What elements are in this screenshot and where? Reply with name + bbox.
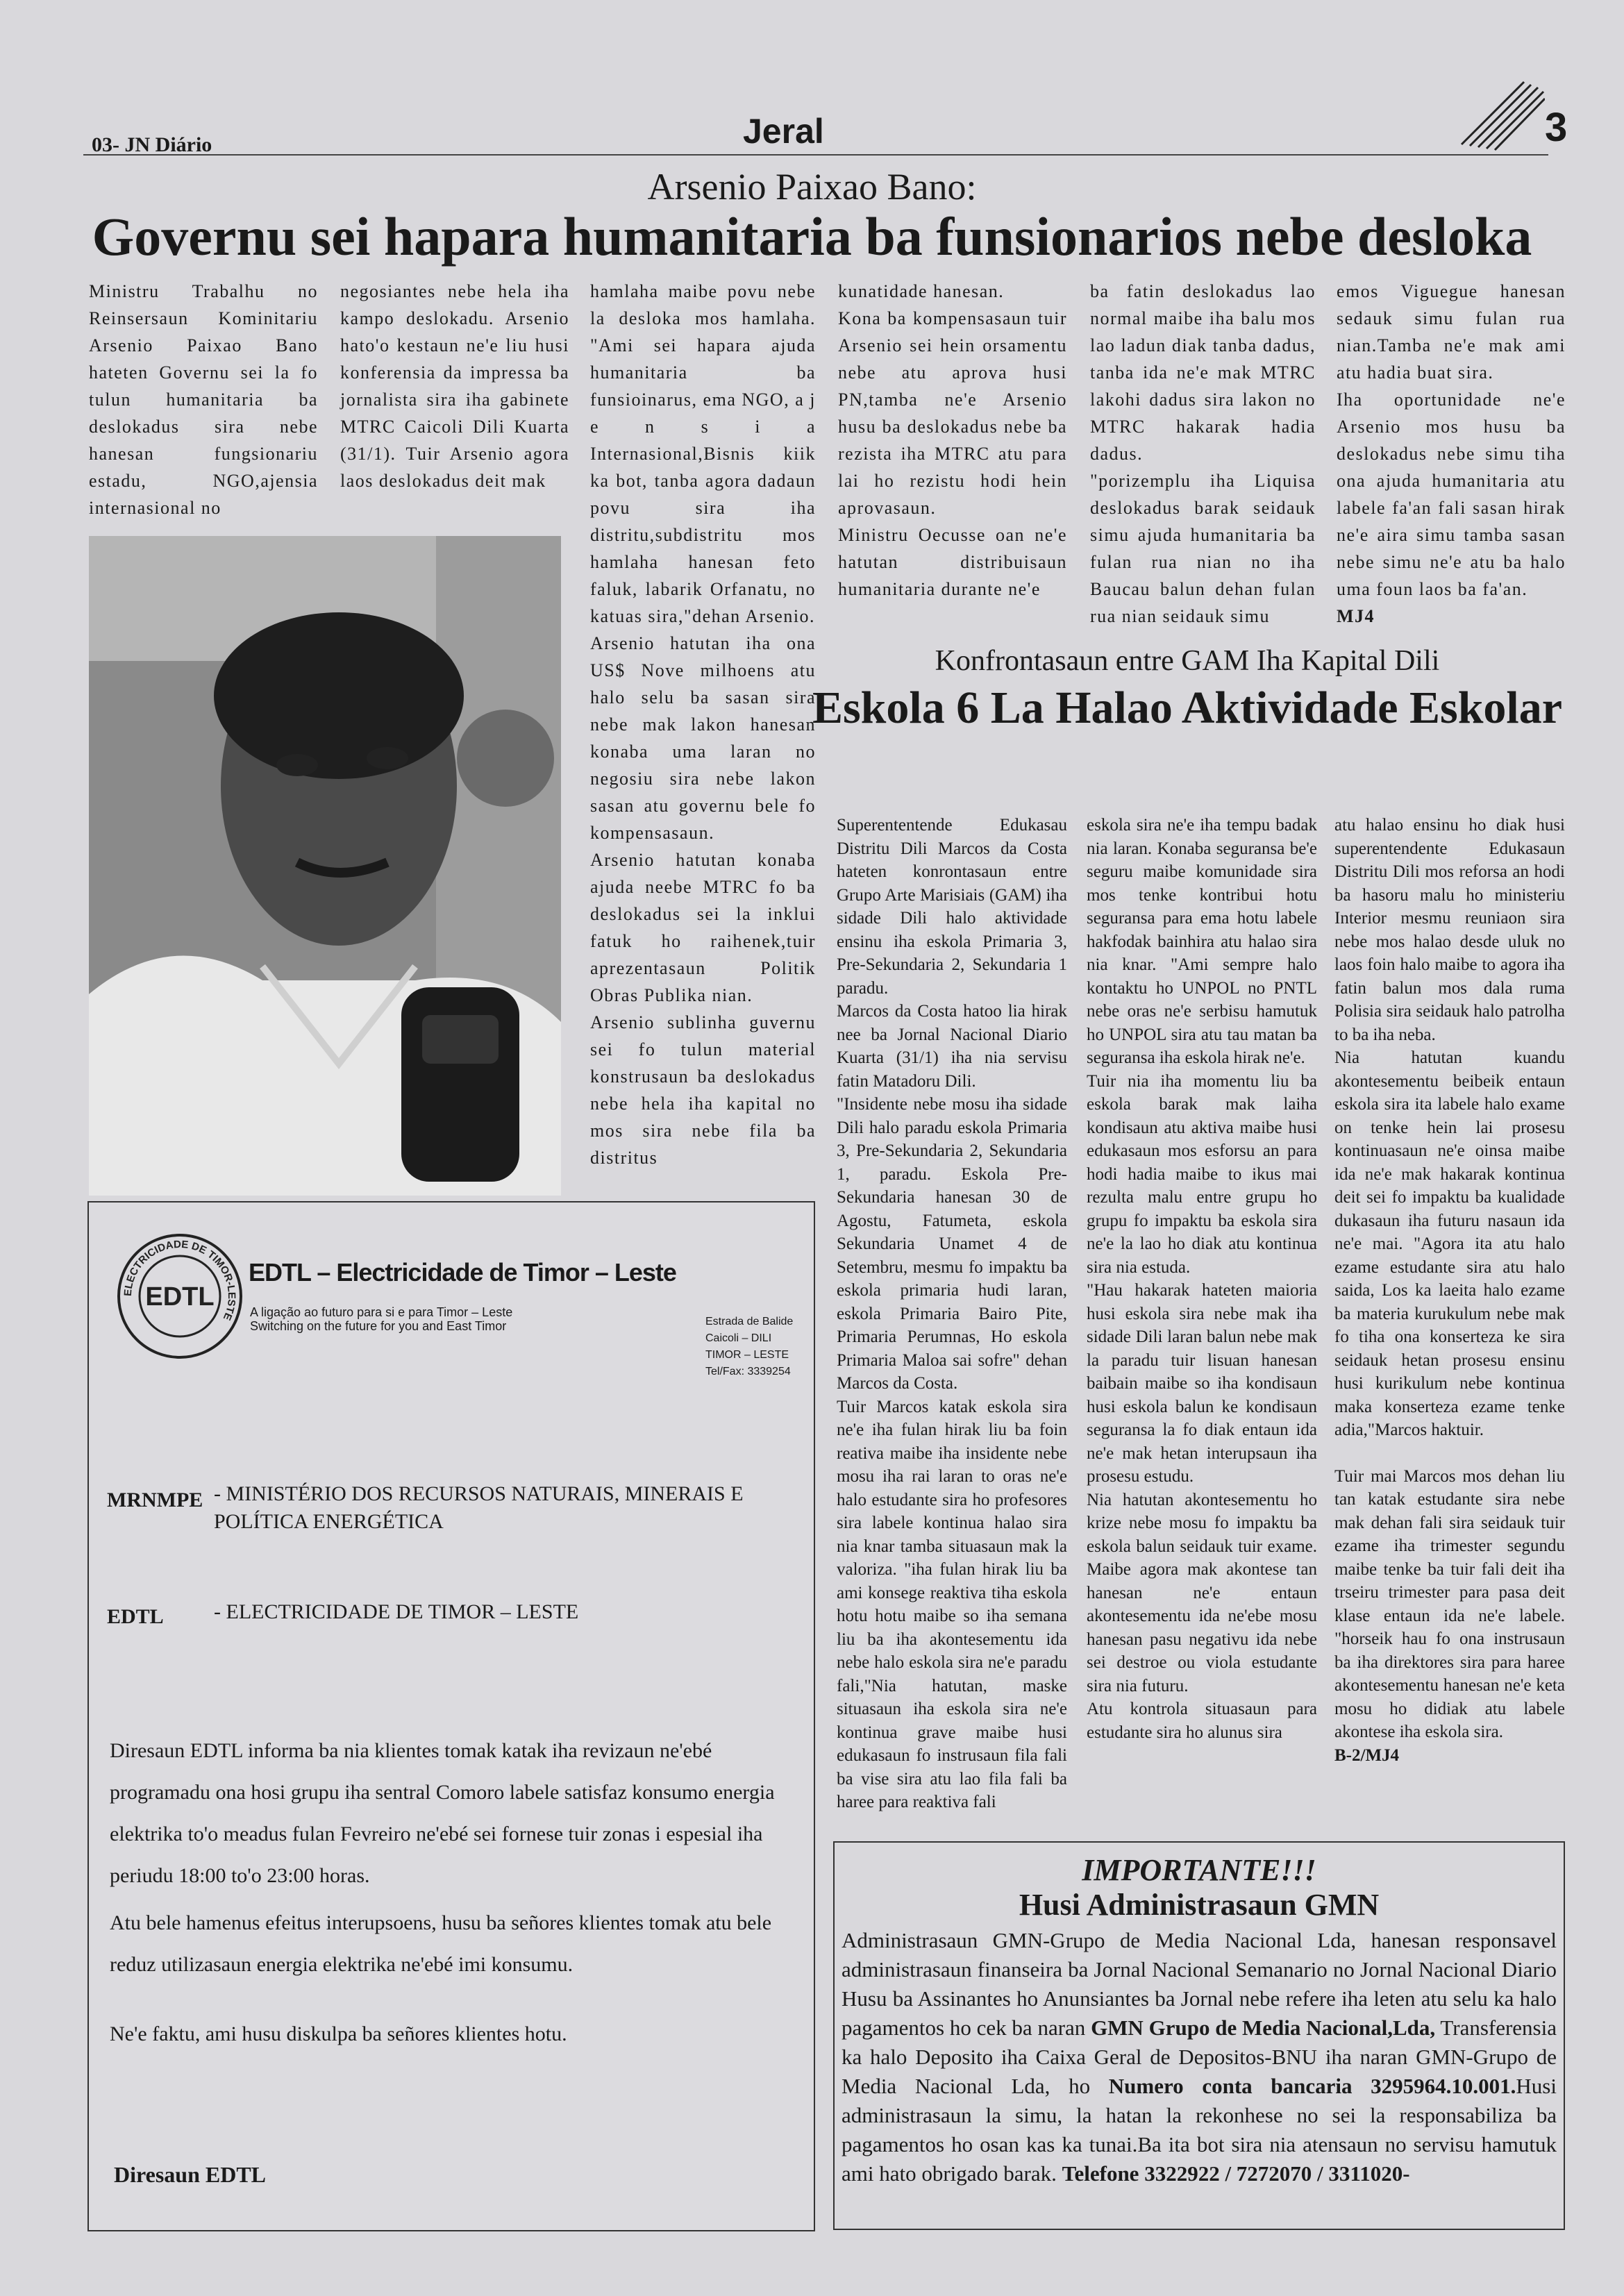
article1-column-4 <box>838 278 1067 603</box>
edtl-advertisement <box>87 1201 815 2231</box>
ad-label-mrnmpe: MRNMPE <box>107 1489 203 1511</box>
logo-ring-text: ELECTRICIDADE DE TIMOR-LESTE <box>122 1238 238 1323</box>
article1-paragraph: Ministru Oecusse oan ne'e hatutan distribuisaun humanitaria durante ne'e <box>838 525 1067 599</box>
ad-body-paragraph: Atu bele hamenus efeitus interupsoens, husu ba señores klientes tomak atu bele reduz utilizasaun energia elektrika ne'ebé imi konsumu. <box>110 1911 772 1976</box>
article1-paragraph: Arsenio hatutan iha ona US$ Nove milhoens atu halo selu ba sasan sira nebe mak lakon hanesan konaba uma laran no negosiu sira nebe lakon sasan atu governu bele fo kompensasaun. <box>590 633 816 843</box>
article2-paragraph: "Hau hakarak hateten maioria husi eskola sira nebe mak iha sidade Dili laran balun nebe mak la paradu tuir lisuan hanesan baibain maibe so iha kondisaun husi eskola balun ke kondisaun seguransa la fo diak entaun ida ne'e mak hetan interupsaun iha prosesu estudu. <box>1087 1281 1317 1486</box>
article1-paragraph: Arsenio sublinha guvernu sei fo tulun material konstrusaun ba deslokadus nebe hela iha kapital no mos sira nebe fila ba distritus <box>590 1012 816 1168</box>
article1-paragraph: hamlaha maibe povu nebe la desloka mos hamlaha. "Ami sei hapara ajuda humanitaria ba funsioinarus, ema NGO, a j e n s i a Internasional,Bisnis kiik ka bot, tanba agora dadaun povu sira iha distritu,subdistritu mos hamlaha hanesan feto faluk, labarik Orfanatu, no katuas sira,"dehan Arsenio. <box>590 281 816 626</box>
article2-byline: B-2/MJ4 <box>1334 1745 1400 1765</box>
page-label: 03- JN Diário <box>92 133 212 156</box>
ad-address-line: TIMOR – LESTE <box>705 1349 789 1361</box>
notice-text: Husi administrasaun la simu, la hatan la rekonhese no sei la responsabiliza ba pagamentos ho osan kas ka tunai.Ba ita bot sira nia atensaun no servisu hamutuk ami hato obrigado barak. <box>842 2074 1557 2186</box>
ad-body-paragraph: Ne'e faktu, ami husu diskulpa ba señores klientes hotu. <box>110 2022 567 2045</box>
article1-column-2 <box>340 278 569 494</box>
article1-paragraph: "porizemplu iha Liquisa deslokadus barak seidauk simu ajuda humanitaria ba fulan rua nian no iha Baucau balun dehan fulan rua nian seidauk simu <box>1090 471 1316 626</box>
edtl-logo-icon <box>114 1230 246 1362</box>
header-rule <box>83 154 1548 156</box>
article2-column-3 <box>1334 814 1565 1767</box>
notice-phone-numbers: Telefone 3322922 / 7272070 / 3311020- <box>1062 2161 1410 2186</box>
article1-column-1 <box>89 278 318 521</box>
article1-paragraph: Arsenio hatutan konaba ajuda neebe MTRC fo ba deslokadus sei la inklui fatuk ho raihenek,tuir aprezentasaun Politik Obras Publika nian. <box>590 850 816 1005</box>
page-number: 3 <box>1545 105 1568 150</box>
article1-column-5 <box>1090 278 1316 630</box>
ad-body-paragraph: Diresaun EDTL informa ba nia klientes tomak katak iha revizaun ne'ebé programadu ona hosi grupu iha sentral Comoro labele satisfaz konsumo energia elektrika to'o meadus fulan Fevreiro ne'ebé sei fornese tuir zonas i espesial iha periudu 18:00 to'o 23:00 horas. <box>110 1739 775 1887</box>
logo-mark-text: EDTL <box>145 1282 215 1312</box>
gmn-notice-box <box>833 1841 1565 2230</box>
article1-paragraph: negosiantes nebe hela iha kampo deslokadu. Arsenio hato'o kestaun ne'e liu husi konferensia da impressa ba jornalista sira iha gabinete MTRC Caicoli Dili Kuarta (31/1). Tuir Arsenio agora laos deslokadus deit mak <box>340 281 569 491</box>
article2-paragraph: eskola sira ne'e iha tempu badak nia laran. Konaba seguransa be'e seguru maibe komunidade sira mos tenke kontribui hotu seguransa para ema hotu labele hakfodak bainhira atu halao sira nia knar. "Ami sempre halo kontaktu ho UNPOL no PNTL nebe oras ne'e serbisu hamutuk ho UNPOL sira atu tau matan ba seguransa iha eskola hirak ne'e. <box>1087 816 1317 1067</box>
article1-paragraph: Iha oportunidade ne'e Arsenio mos husu ba deslokadus nebe simu tiha ona ajuda humanitaria atu labele fa'an fali sasan hirak ne'e aira simu tamba sasan nebe simu ne'e atu ba halo uma foun laos ba fa'an. <box>1337 389 1566 599</box>
article1-paragraph: emos Viguegue hanesan sedauk simu fulan rua nian.Tamba ne'e mak ami atu hadia buat sira. <box>1337 281 1566 383</box>
notice-account-number: Numero conta bancaria 3295964.10.001. <box>1108 2074 1516 2098</box>
ad-tagline-en: Switching on the future for you and East Timor <box>250 1319 507 1333</box>
notice-text: Transferensia ka halo Deposito iha Caixa Geral de Depositos-BNU iha naran GMN-Grupo de Media Nacional Lda, ho <box>842 2016 1557 2098</box>
notice-subtitle: Husi Administrasaun GMN <box>1019 1888 1380 1922</box>
minister-portrait-image <box>89 536 561 1196</box>
article1-paragraph: kunatidade hanesan. <box>838 281 1005 301</box>
article1-paragraph: Kona ba kompensasaun tuir Arsenio sei hein orsamentu nebe atu aprova husi PN,tamba ne'e Arsenio husu ba deslokadus nebe ba rezista iha MTRC atu para lai ho rezistu hodi hein aprovasaun. <box>838 308 1067 518</box>
article2-headline: Eskola 6 La Halao Aktividade Eskolar <box>812 682 1563 733</box>
article1-byline: MJ4 <box>1337 606 1375 626</box>
minister-photo <box>89 536 561 1196</box>
article2-paragraph: Superententende Edukasau Distritu Dili Marcos da Costa hateten konrontasaun entre Grupo Arte Marisiais (GAM) iha sidade Dili halo aktividade ensinu iha eskola Primaria 3, Pre-Sekundaria 2, Sekundaria 1 paradu. <box>837 816 1067 998</box>
article2-paragraph: Marcos da Costa hatoo lia hirak nee ba Jornal Nacional Diario Kuarta (31/1) iha nia servisu fatin Matadoru Dili. <box>837 1002 1067 1091</box>
ad-address <box>705 1314 793 1380</box>
ad-text-edtl: - ELECTRICIDADE DE TIMOR – LESTE <box>214 1600 579 1623</box>
notice-company-name: GMN Grupo de Media Nacional,Lda, <box>1091 2016 1436 2040</box>
ad-company-name: EDTL – Electricidade de Timor – Leste <box>249 1258 676 1287</box>
article2-paragraph: atu halao ensinu ho diak husi superentendente Edukasaun Distritu Dili mos reforsa an hodi ba hasoru malu ho ministeriu Interior mesmu reuniaon sira nebe mos halao desde uluk no laos foin halo maibe to agora iha fatin balun mos dala ruma Polisia sira seidauk halo patrolha to ba iha neba. <box>1334 816 1565 1044</box>
ad-address-line: Tel/Fax: 3339254 <box>705 1366 791 1377</box>
ad-body <box>110 1730 797 2061</box>
ad-address-line: Estrada de Balide <box>705 1316 794 1327</box>
section-title: Jeral <box>743 112 824 151</box>
article2-paragraph: Tuir Marcos katak eskola sira ne'e iha fulan hirak liu ba foin reativa maibe iha insidente nebe mosu iha rai laran to oras ne'e halo estudante sira ho profesores sira labele kontinua halao sira nia knar tamba situasaun mak la valoriza. "iha fulan hirak liu ba ami konsege reaktiva tiha eskola hotu hotu maibe so iha semana liu ba iha akontesementu ida nebe halo eskola sira ne'e paradu fali,"Nia hatutan, maske situasaun iha eskola sira ne'e kontinua grave maibe husi edukasaun fo instrusaun fila fali ba vise sira atu lao fila fali ba haree para reaktiva fali <box>837 1397 1067 1811</box>
article1-paragraph: Ministru Trabalhu no Reinsersaun Kominitariu Arsenio Paixao Bano hateten Governu sei la fo tulun humanitaria ba deslokadus sira nebe hanesan fungsionariu estadu, NGO,ajensia internasional no <box>89 281 318 518</box>
article2-kicker: Konfrontasaun entre GAM Iha Kapital Dili <box>935 645 1440 677</box>
article1-kicker: Arsenio Paixao Bano: <box>647 166 977 208</box>
article2-paragraph: Tuir nia iha momentu liu ba eskola barak mak laiha kondisaun atu aktiva maibe husi edukasaun mos esforsu an para hodi hadia maibe to ikus mai rezulta malu entre grupu ho grupu fo impaktu ba eskola sira ne'e la lao ho diak atu kontinua sira nia estuda. <box>1087 1071 1317 1277</box>
article2-paragraph: Tuir mai Marcos mos dehan liu tan katak estudante sira nebe mak dehan fali sira seidauk tuir ezame iha trimester segundu maibe tenke ba tuir fali deit iha trseiru trimester para pasa deit klase entaun ida ne'e labele. "horseik hau fo ona instrusaun ba iha direktores sira para haree akontesementu hanesan ne'e keta mosu ho didiak atu labele akontese iha eskola sira. <box>1334 1466 1565 1741</box>
notice-text: Administrasaun GMN-Grupo de Media Nacional Lda, hanesan responsavel administrasaun finanseira ba Jornal Nacional Semanario no Jornal Nacional Diario Husu ba Assinantes ho Anunsiantes ba Jornal nebe refere iha leten atu selu ka halo pagamentos ho cek ba naran <box>842 1928 1557 2040</box>
article2-paragraph: Nia hatutan akontesementu ho krize nebe mosu fo impaktu ba eskola balun seidauk tuir exame. Maibe agora mak akontese tan hanesan ne'e entaun akontesementu ida ne'ebe mosu hanesan pasu negativu ida nebe sei destroe ou viola estudante sira nia futuru. <box>1087 1490 1317 1695</box>
ad-tagline-pt: A ligação ao futuro para si e para Timor – Leste <box>250 1305 513 1319</box>
article2-column-1 <box>837 814 1067 1814</box>
article2-paragraph: "Insidente nebe mosu iha sidade Dili halo paradu eskola Primaria 3, Pre-Sekundaria 2, Sekundaria 1, paradu. Eskola Pre-Sekundaria hanesan 30 de Agostu, Fatumeta, eskola Sekundaria Unamet 4 de Setembru, mesmu fo impaktu ba eskola primaria hudi laran, eskola Primaria Bairo Pite, Primaria Perumnas, Ho eskola Primaria Maloa sai sofre" dehan Marcos da Costa. <box>837 1095 1067 1393</box>
article2-paragraph: Atu kontrola situasaun para estudante sira ho alunus sira <box>1087 1700 1317 1742</box>
ad-text-mrnmpe: - MINISTÉRIO DOS RECURSOS NATURAIS, MINERAIS E POLÍTICA ENERGÉTICA <box>214 1482 744 1533</box>
article2-column-2 <box>1087 814 1317 1744</box>
notice-body <box>842 1926 1557 2188</box>
article2-paragraph: Nia hatutan kuandu akontesementu beibeik entaun eskola sira ita labele halo exame on tenke hein lai prosesu kontinuasaun ne'e oinsa maibe ida ne'e mak hakarak kontinua deit sei fo impaktu ba kualidade dukasaun iha futuru nasaun ida ne'e mai. "Agora ita atu halo ezame estudante sira atu halo saida, Los ka laeita halo ezame ba materia kurukulum nebe mak fo tiha ona konserteza ke sira seidauk hetan prosesu ensinu husi kurikulum nebe kontinua maka konserteza ezame tenke adia,"Marcos haktuir. <box>1334 1048 1565 1439</box>
ad-label-edtl: EDTL <box>107 1605 164 1628</box>
notice-title: IMPORTANTE!!! <box>1082 1853 1316 1887</box>
header-stripes-decoration <box>1455 75 1545 151</box>
article1-paragraph: ba fatin deslokadus lao normal maibe iha balu mos lao ladun diak tanba dadus, tanba ida ne'e mak MTRC lakohi dadus sira lakon no MTRC hakarak hadia dadus. <box>1090 281 1316 464</box>
ad-tagline <box>250 1305 512 1333</box>
article1-column-3 <box>590 278 816 1171</box>
ad-signature: Diresaun EDTL <box>114 2162 267 2187</box>
article1-headline: Governu sei hapara humanitaria ba funsionarios nebe desloka <box>92 206 1532 267</box>
article1-column-6 <box>1337 278 1566 630</box>
ad-address-line: Caicoli – DILI <box>705 1332 772 1344</box>
